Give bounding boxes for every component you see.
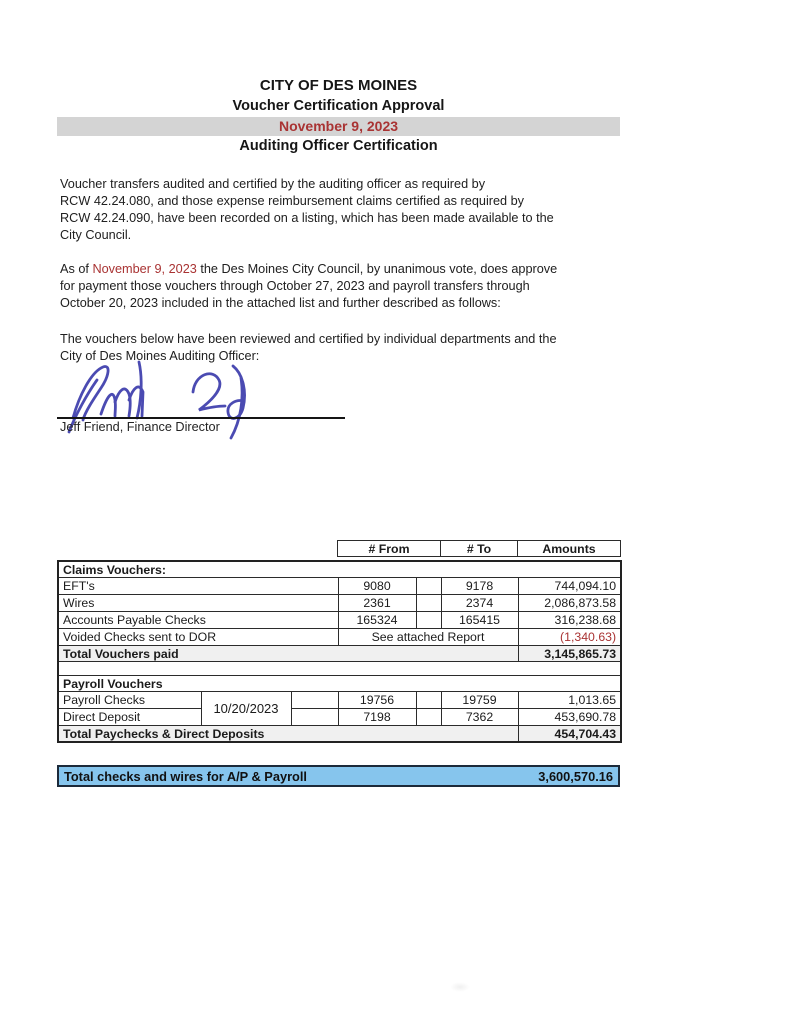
signature-line: [57, 417, 345, 419]
paragraph-line: City of Des Moines Auditing Officer:: [60, 349, 260, 363]
claims-total-row: [58, 646, 621, 662]
gap-cell: [291, 709, 338, 726]
claims-total-amount: 3,145,865.73: [518, 646, 621, 662]
grand-total-label: Total checks and wires for A/P & Payroll: [64, 768, 307, 784]
row-amount-negative: (1,340.63): [518, 629, 621, 646]
paragraph-certification: [60, 176, 554, 244]
row-from: 165324: [338, 612, 416, 629]
claims-total-label: Total Vouchers paid: [58, 646, 518, 662]
table-row-direct-deposit: [58, 709, 621, 726]
payroll-section-label: Payroll Vouchers: [58, 676, 621, 692]
date-highlight-band: [57, 117, 620, 136]
row-to: 2374: [441, 595, 518, 612]
col-header-amounts: Amounts: [518, 541, 621, 557]
payroll-total-amount: 454,704.43: [518, 726, 621, 743]
payroll-total-label: Total Paychecks & Direct Deposits: [58, 726, 518, 743]
row-from: 2361: [338, 595, 416, 612]
claims-section-row: [58, 561, 621, 578]
grand-total-amount: 3,600,570.16: [538, 768, 613, 784]
col-header-from: # From: [338, 541, 441, 557]
scan-smudge-artifact: [450, 982, 470, 992]
row-from: 9080: [338, 578, 416, 595]
payroll-section-row: [58, 676, 621, 692]
table-row-payroll-checks: [58, 692, 621, 709]
gap-cell: [416, 709, 441, 726]
table-row-efts: [58, 578, 621, 595]
gap-cell: [291, 692, 338, 709]
voided-note: See attached Report: [338, 629, 518, 646]
document-subtitle: Voucher Certification Approval: [232, 98, 445, 114]
row-to: 165415: [441, 612, 518, 629]
row-amount: 453,690.78: [518, 709, 621, 726]
row-from: 19756: [338, 692, 416, 709]
table-row-ap-checks: [58, 612, 621, 629]
row-label: Wires: [58, 595, 338, 612]
paragraph-line: RCW 42.24.090, have been recorded on a listing, which has been made available to the: [60, 211, 554, 225]
table-row-wires: [58, 595, 621, 612]
row-amount: 1,013.65: [518, 692, 621, 709]
row-amount: 744,094.10: [518, 578, 621, 595]
row-label: Accounts Payable Checks: [58, 612, 338, 629]
approval-text-pre: As of: [60, 262, 93, 276]
gap-cell: [416, 692, 441, 709]
gap-cell: [416, 595, 441, 612]
gap-cell: [416, 578, 441, 595]
paragraph-line: City Council.: [60, 228, 132, 242]
approval-date: November 9, 2023: [92, 262, 197, 276]
row-from: 7198: [338, 709, 416, 726]
claims-section-label: Claims Vouchers:: [58, 561, 621, 578]
spacer-cell: [58, 662, 621, 676]
row-amount: 2,086,873.58: [518, 595, 621, 612]
row-label: Voided Checks sent to DOR: [58, 629, 338, 646]
row-amount: 316,238.68: [518, 612, 621, 629]
signatory-name: Jeff Friend, Finance Director: [60, 420, 220, 434]
paragraph-approval: [60, 261, 557, 312]
section-spacer-row: [58, 662, 621, 676]
column-header-row: [337, 540, 621, 557]
section-heading: Auditing Officer Certification: [239, 138, 438, 154]
approval-text-post: the Des Moines City Council, by unanimous vote, does approve: [196, 262, 558, 276]
row-to: 19759: [441, 692, 518, 709]
col-header-to: # To: [441, 541, 518, 557]
paragraph-line: RCW 42.24.080, and those expense reimbursement claims certified as required by: [60, 194, 525, 208]
row-label: EFT's: [58, 578, 338, 595]
row-label: Direct Deposit: [58, 709, 201, 726]
paragraph-line: [60, 261, 557, 278]
paragraph-line: for payment those vouchers through October 27, 2023 and payroll transfers through: [60, 279, 530, 293]
grand-total-row: [57, 765, 620, 787]
document-date: November 9, 2023: [278, 118, 399, 134]
table-row-voided-checks: [58, 629, 621, 646]
row-to: 7362: [441, 709, 518, 726]
document-title: CITY OF DES MOINES: [259, 77, 418, 94]
row-to: 9178: [441, 578, 518, 595]
gap-cell: [416, 612, 441, 629]
paragraph-line: Voucher transfers audited and certified by the auditing officer as required by: [60, 177, 486, 191]
paragraph-review: [60, 331, 557, 365]
payroll-total-row: [58, 726, 621, 743]
claims-and-payroll-table: [57, 560, 622, 743]
paragraph-line: October 20, 2023 included in the attached list and further described as follows:: [60, 296, 501, 310]
payroll-date: 10/20/2023: [201, 692, 291, 726]
paragraph-line: The vouchers below have been reviewed and certified by individual departments and the: [60, 332, 557, 346]
row-label: Payroll Checks: [58, 692, 201, 709]
